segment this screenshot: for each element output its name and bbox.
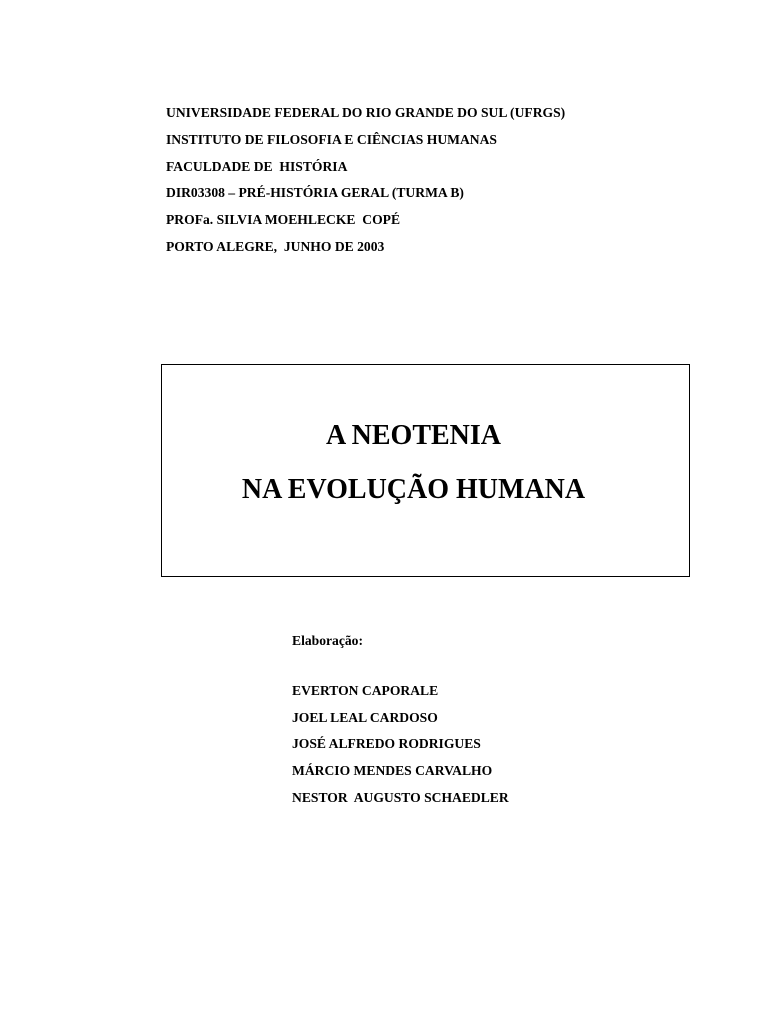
header-institute: INSTITUTO DE FILOSOFIA E CIÊNCIAS HUMANAS bbox=[166, 131, 497, 147]
credits-section bbox=[292, 628, 509, 812]
credits-label: Elaboração: bbox=[292, 633, 363, 648]
header-faculty: FACULDADE DE HISTÓRIA bbox=[166, 158, 348, 174]
author-name: JOSÉ ALFREDO RODRIGUES bbox=[292, 736, 481, 752]
author-list bbox=[292, 678, 509, 812]
header-place-date: PORTO ALEGRE, JUNHO DE 2003 bbox=[166, 238, 385, 254]
title-line-1: A NEOTENIA bbox=[325, 420, 502, 451]
header-course: DIR03308 – PRÉ-HISTÓRIA GERAL (TURMA B) bbox=[166, 185, 464, 201]
author-name: MÁRCIO MENDES CARVALHO bbox=[292, 763, 493, 779]
title-line-2: NA EVOLUÇÃO HUMANA bbox=[241, 474, 586, 505]
header-professor: PROFa. SILVIA MOEHLECKE COPÉ bbox=[166, 212, 401, 228]
institution-header bbox=[166, 100, 565, 261]
author-name: NESTOR AUGUSTO SCHAEDLER bbox=[292, 789, 509, 805]
author-name: EVERTON CAPORALE bbox=[292, 682, 439, 698]
title-box bbox=[161, 364, 690, 577]
header-university: UNIVERSIDADE FEDERAL DO RIO GRANDE DO SUL (UFRGS) bbox=[166, 105, 566, 120]
author-name: JOEL LEAL CARDOSO bbox=[292, 709, 438, 725]
